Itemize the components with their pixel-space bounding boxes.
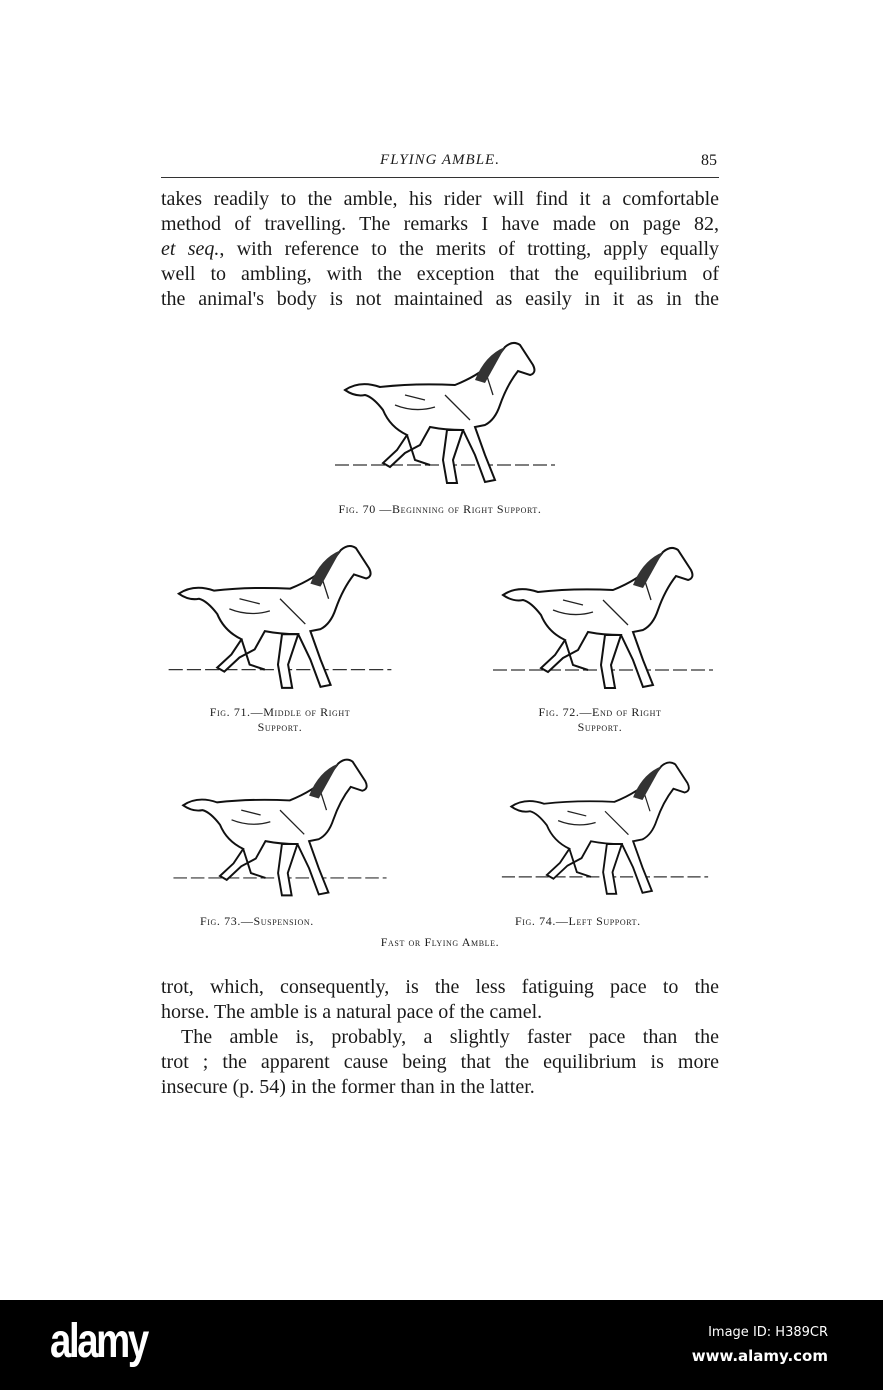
text-line: horse. The amble is a natural pace of the camel. bbox=[161, 1001, 543, 1023]
website-url: www.alamy.com bbox=[691, 1347, 828, 1365]
header-rule bbox=[161, 177, 719, 178]
caption-line: Fig. 72.—End of Right bbox=[538, 705, 662, 719]
plate-title: Fast or Flying Amble. bbox=[380, 935, 500, 949]
paragraph-bottom bbox=[161, 975, 719, 1100]
text-line: takes readily to the amble, his rider will find it a comfortable bbox=[161, 188, 719, 210]
text-line: the animal's body is not maintained as easily in it as in the bbox=[161, 288, 719, 310]
figure-72-caption bbox=[480, 705, 720, 735]
text-line: method of travelling. The remarks I have made on page 82, bbox=[161, 213, 719, 235]
caption-line: Fig. 71.—Middle of Right bbox=[209, 705, 351, 719]
italic-et-seq: et seq. bbox=[161, 238, 220, 260]
figure-70-caption: Fig. 70 —Beginning of Right Support. bbox=[338, 502, 542, 516]
text-line: trot ; the apparent cause being that the equilibrium is more bbox=[161, 1051, 719, 1073]
caption-line: Support. bbox=[257, 720, 303, 734]
running-head bbox=[161, 150, 719, 172]
figure-70-horse-illustration bbox=[335, 335, 555, 495]
figure-73-caption: Fig. 73.—Suspension. bbox=[200, 914, 314, 928]
alamy-logo: alamy bbox=[50, 1315, 147, 1368]
text-line: trot, which, consequently, is the less fatiguing pace to the bbox=[161, 976, 719, 998]
text-line: et seq., with reference to the merits of trotting, apply equally bbox=[161, 238, 720, 260]
figure-74-horse-illustration bbox=[495, 755, 715, 905]
running-head-title: FLYING AMBLE. bbox=[380, 152, 500, 168]
text-line: The amble is, probably, a slightly faster pace than the bbox=[181, 1026, 719, 1048]
caption-line: Support. bbox=[577, 720, 623, 734]
image-id: Image ID: H389CR bbox=[708, 1325, 828, 1340]
page-number: 85 bbox=[701, 152, 717, 169]
figure-74-caption: Fig. 74.—Left Support. bbox=[515, 914, 641, 928]
figure-72-horse-illustration bbox=[488, 540, 718, 700]
watermark-footer bbox=[0, 1300, 883, 1390]
text-line: well to ambling, with the exception that the equilibrium of bbox=[161, 263, 719, 285]
figure-73-horse-illustration bbox=[165, 752, 395, 907]
paragraph-top bbox=[161, 187, 719, 312]
text-line: insecure (p. 54) in the former than in the latter. bbox=[161, 1076, 535, 1098]
figure-71-caption bbox=[160, 705, 400, 735]
figure-71-horse-illustration bbox=[165, 538, 395, 700]
